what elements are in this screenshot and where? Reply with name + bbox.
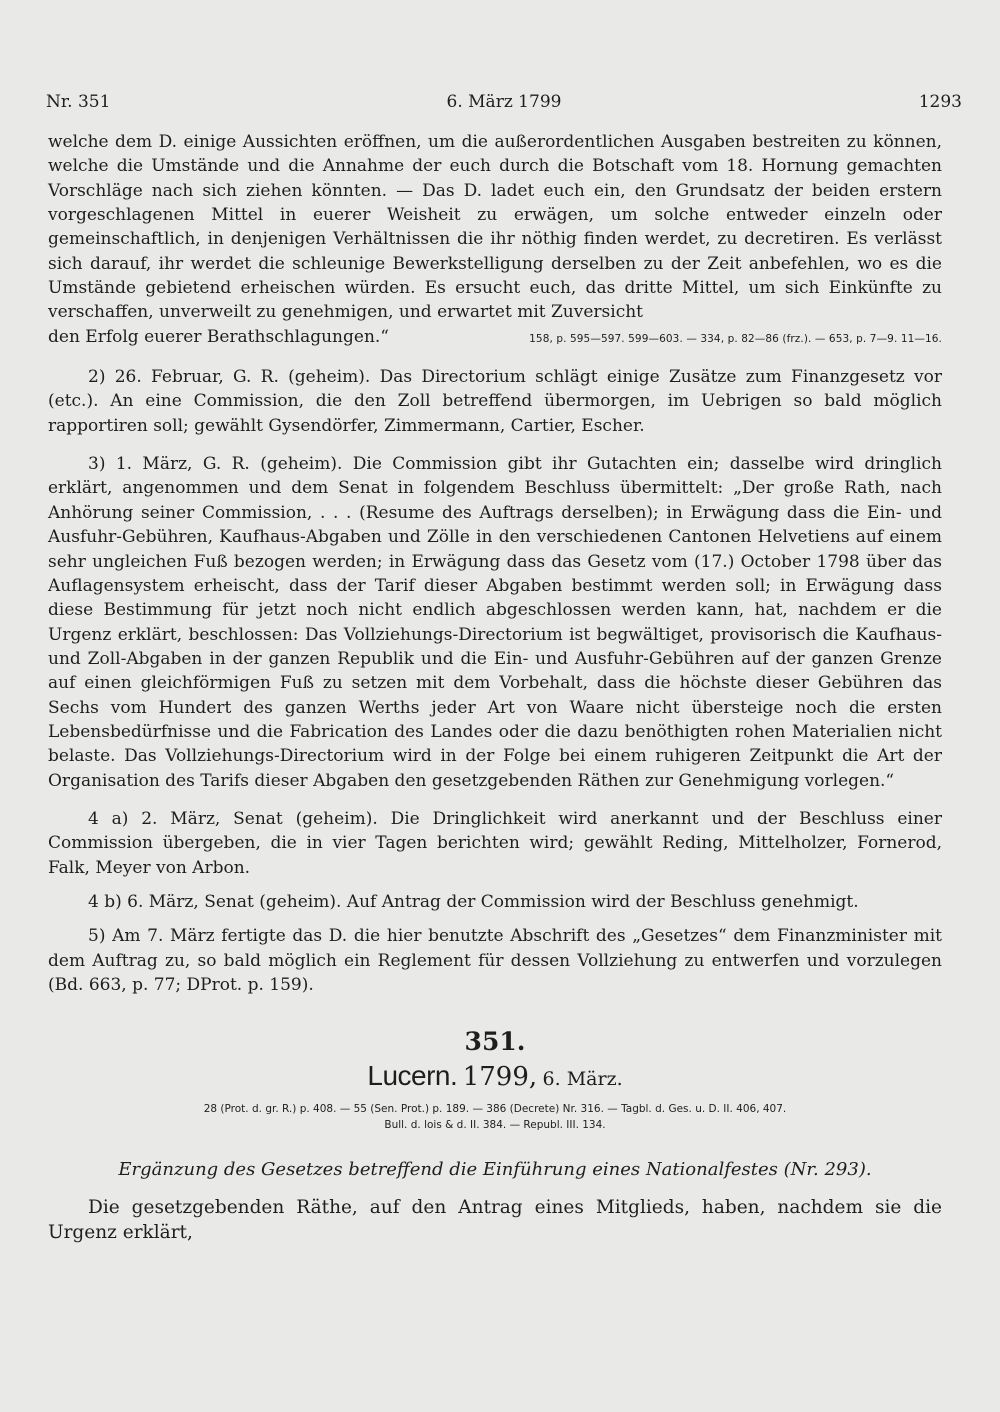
document-sources [48, 1101, 942, 1133]
paragraph-continuation-last-line: den Erfolg euerer Berathschlagungen.“ [48, 326, 389, 347]
sources-line-1: 28 (Prot. d. gr. R.) p. 408. — 55 (Sen. Prot.) p. 189. — 386 (Decrete) Nr. 316. — Tagbl. d. Ges. u. D. II. 406, 407. [203, 1103, 787, 1116]
source-citation: 158, p. 595—597. 599—603. — 334, p. 82—86 (frz.). — 653, p. 7—9. 11—16. [529, 332, 942, 345]
header-page-number: 1293 [918, 92, 962, 112]
paragraph-continuation-end [48, 325, 942, 351]
page-body [48, 130, 942, 1245]
page-header [46, 92, 962, 118]
paragraph-item-3: 3) 1. März, G. R. (geheim). Die Commission gibt ihr Gutachten ein; dasselbe wird dringlich erklärt, angenommen und dem Senat in folgendem Beschluss übermittelt: „Der große Rath, nach Anhörung seiner Commission, . . . (Resume des Auftrags derselben); in Erwägung dass die Ein- und Ausfuhr-Gebühren, Kaufhaus-Abgaben und Zölle in den verschiedenen Cantonen Helvetiens auf einem sehr ungleichen Fuß bezogen werden; in Erwägung dass das Gesetz vom (17.) October 1798 über das Auflagensystem erheischt, dass der Tarif dieser Abgaben bestimmt werden soll; in Erwägung dass diese Bestimmung für jetzt noch nicht endlich abgeschlossen werden kann, hat, nachdem er die Urgenz erklärt, beschlossen: Das Vollziehungs-Directorium ist begwältiget, provisorisch die Kaufhaus- und Zoll-Abgaben in der ganzen Republik und die Ein- und Ausfuhr-Gebühren auf der ganzen Grenze auf einen gleichförmigen Fuß zu setzen mit dem Vorbehalt, dass die höchste dieser Gebühren das Sechs vom Hundert des ganzen Werths jeder Art von Waare nicht übersteige noch die ersten Lebensbedürfnisse und die Fabrication des Landes oder die dazu benöthigten rohen Materialien nicht belaste. Das Vollziehungs-Directorium wird in der Folge bei einem ruhigeren Zeitpunkt die Art der Organisation des Tarifs dieser Abgaben den gesetzgebenden Räthen zur Genehmigung vorlegen.“ [48, 454, 942, 791]
document-subject: Ergänzung des Gesetzes betreffend die Einführung eines Nationalfestes (Nr. 293). [118, 1159, 872, 1181]
paragraph-item-4a: 4 a) 2. März, Senat (geheim). Die Dringlichkeit wird anerkannt und der Beschluss einer Commission übergeben, die in vier Tagen berichten wird; gewählt Reding, Mittelholzer, Fornerod, Falk, Meyer von Arbon. [48, 808, 942, 878]
document-year: 1799, [462, 1062, 538, 1093]
sources-line-2: Bull. d. lois & d. II. 384. — Republ. III. 134. [384, 1119, 606, 1132]
document-number: 351. [464, 1027, 526, 1057]
header-date: 6. März 1799 [446, 92, 562, 112]
paragraph-item-4b: 4 b) 6. März, Senat (geheim). Auf Antrag der Commission wird der Beschluss genehmigt. [88, 891, 859, 912]
document-lead-paragraph: Die gesetzgebenden Räthe, auf den Antrag eines Mitglieds, haben, nachdem sie die Urgenz erklärt, [48, 1197, 942, 1244]
paragraph-continuation: welche dem D. einige Aussichten eröffnen, um die außerordentlichen Ausgaben bestreiten zu können, welche die Umstände und die Annahme der euch durch die Botschaft vom 18. Hornung gemachten Vorschläge nach sich ziehen könnten. — Das D. ladet euch ein, den Grundsatz der beiden erstern vorgeschlagenen Mittel in euerer Weisheit zu erwägen, um solche entweder einzeln oder gemeinschaftlich, in denjenigen Verhältnissen die ihr nöthig finden werdet, zu decretiren. Es verlässt sich darauf, ihr werdet die schleunige Bewerkstelligung derselben zu der Zeit anbefehlen, wo es die Umstände gebietend erheischen würden. Es ersucht euch, das dritte Mittel, um sich Einkünfte zu verschaffen, unverweilt zu genehmigen, und erwartet mit Zuversicht [48, 132, 942, 323]
document-date: 6. März. [542, 1068, 623, 1091]
paragraph-item-2: 2) 26. Februar, G. R. (geheim). Das Directorium schlägt einige Zusätze zum Finanzgesetz vor (etc.). An eine Commission, die den Zoll betreffend übermorgen, im Uebrigen so bald möglich rapportiren soll; gewählt Gysendörfer, Zimmermann, Cartier, Escher. [48, 367, 942, 436]
document-heading [48, 1059, 942, 1097]
paragraph-item-5: 5) Am 7. März fertigte das D. die hier benutzte Abschrift des „Gesetzes“ dem Finanzminister mit dem Auftrag zu, so bald möglich ein Reglement für dessen Vollziehung zu entwerfen und vorzulegen (Bd. 663, p. 77; DProt. p. 159). [48, 926, 942, 995]
document-place: Lucern. [367, 1060, 458, 1092]
header-issue-number: Nr. 351 [46, 92, 111, 112]
